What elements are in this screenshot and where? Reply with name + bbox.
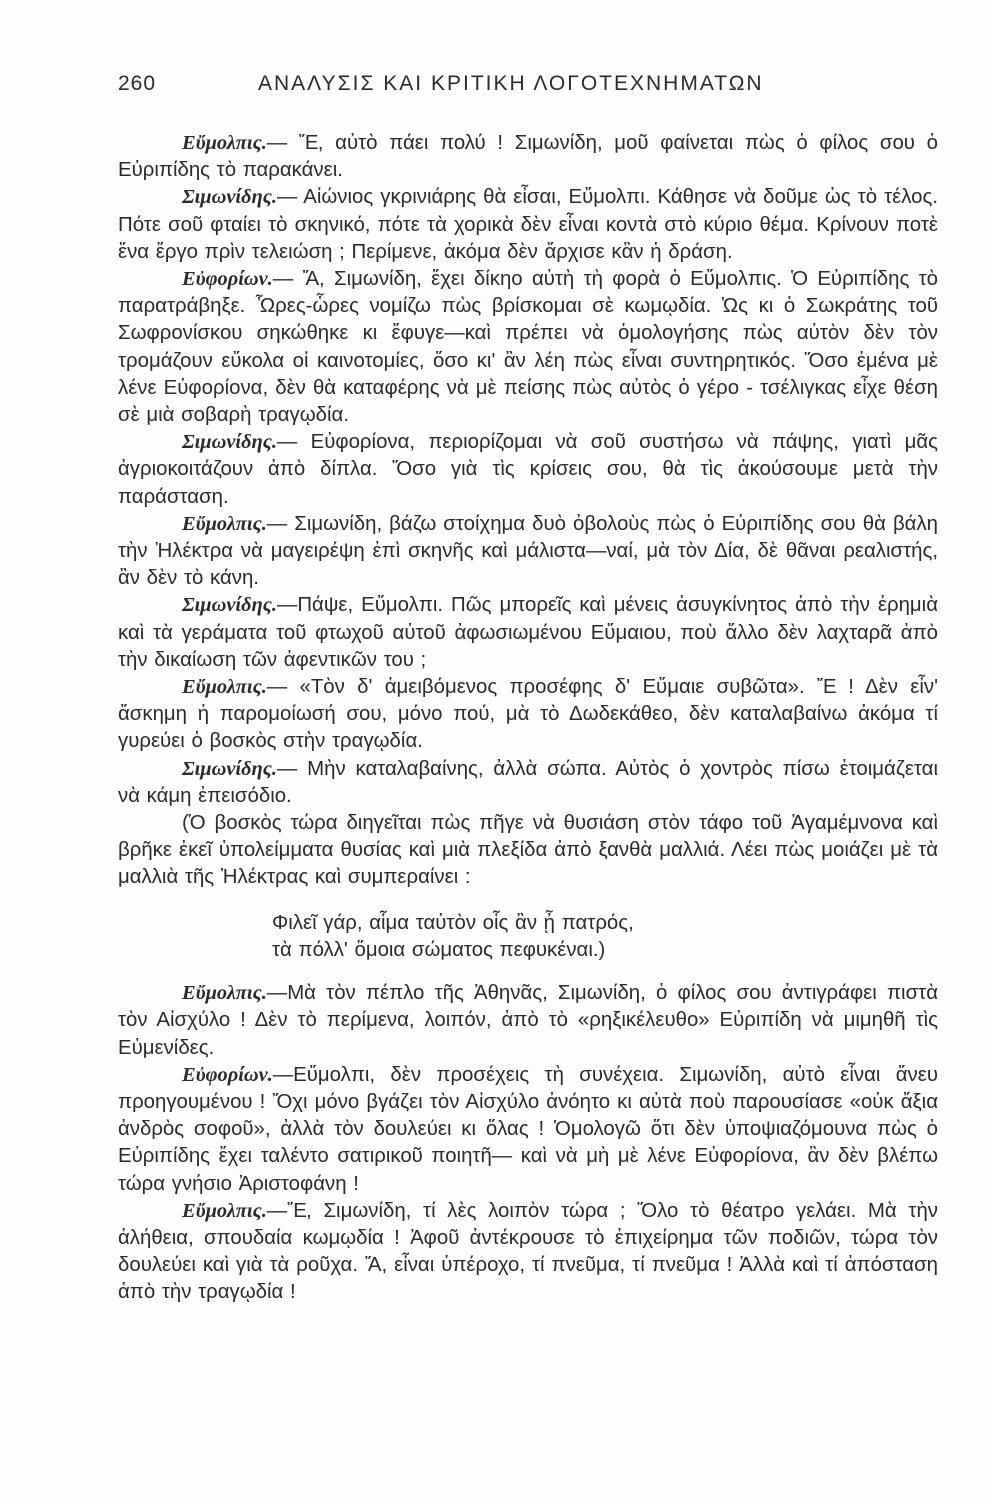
dialogue-paragraph	[118, 511, 938, 593]
speaker-name: Εὐφορίων.	[182, 268, 273, 291]
page-header	[118, 72, 938, 102]
dialogue-text: — «Τὸν δ' ἀμειβόμενος προσέφης δ' Εὔμαιε συβῶτα». Ἔ ! Δὲν εἶν' ἄσκημη ἡ παρομοίωσή σου, μόνο πού, μὰ τὸ Δωδεκάθεο, δὲν καταλαβαίνω ἀκόμα τί γυρεύει ὁ βοσκὸς στὴν τραγῳδία.	[118, 676, 938, 753]
speaker-name: Εὐφορίων.	[182, 1063, 273, 1086]
speaker-name: Εὔμολπις.	[182, 512, 267, 535]
verse-line: Φιλεῖ γάρ, αἷμα ταὐτὸν οἷς ἂν ᾖ πατρός,	[272, 911, 634, 934]
speaker-name: Εὔμολπις.	[182, 676, 267, 699]
running-title: ΑΝΑΛΥΣΙΣ ΚΑΙ ΚΡΙΤΙΚΗ ΛΟΓΟΤΕΧΝΗΜΑΤΩΝ	[258, 72, 764, 95]
dialogue-paragraph	[118, 674, 938, 756]
dialogue-text: —Ἔ, Σιμωνίδη, τί λὲς λοιπὸν τώρα ; Ὅλο τὸ θέατρο γελάει. Μὰ τὴν ἀλήθεια, σπουδαία κωμῳδία ! Ἀφοῦ ἀντέκρουσε τὸ ἐπιχείρημα τῶν ποδιῶν, τώρα τὸν δουλεύει καὶ γιὰ τὰ ροῦχα. Ἄ, εἶναι ὑπέροχο, τί πνεῦμα, τί πνεῦμα ! Ἀλλὰ καὶ τί ἀπόσταση ἀπὸ τὴν τραγῳδία !	[118, 1199, 938, 1304]
dialogue-paragraph	[118, 592, 938, 674]
body-text	[118, 130, 938, 1307]
dialogue-paragraph	[118, 1198, 938, 1307]
dialogue-text: — Ἄ, Σιμωνίδη, ἔχει δίκηο αὐτὴ τὴ φορὰ ὁ Εὔμολπις. Ὁ Εὐριπίδης τὸ παρατράβηξε. Ὧρες-ὧρες νομίζω πὼς βρίσκομαι σὲ κωμῳδία. Ὡς κι ὁ Σωκράτης τοῦ Σωφρονίσκου σηκώθηκε κι ἔφυγε—καὶ πρέπει νὰ ὁμολογήσης πὼς αὐτὸν δὲν τὸν τρομάζουν εὔκολα οἱ καινοτομίες, ὅσο κι' ἂν λέη πὼς εἶναι συντηρητικός. Ὅσο ἐμένα μὲ λένε Εὐφορίονα, δὲν θὰ καταφέρης νὰ μὲ πείσης πὼς αὐτὸς ὁ γέρο - τσέλιγκας εἶχε θέση σὲ μιὰ σοβαρὴ τραγῳδία.	[118, 268, 938, 427]
speaker-name: Εὔμολπις.	[182, 1199, 267, 1222]
dialogue-text: —Μὰ τὸν πέπλο τῆς Ἀθηνᾶς, Σιμωνίδη, ὁ φίλος σου ἀντιγράφει πιστὰ τὸν Αἰσχύλο ! Δὲν τὸ περίμενα, λοιπόν, ἀπὸ τὸ «ρηξικέλευθο» Εὐριπίδη νὰ μιμηθῆ τὶς Εὐμενίδες.	[118, 982, 938, 1059]
verse-line: τὰ πόλλ' ὅμοια σώματος πεφυκέναι.)	[272, 938, 606, 961]
dialogue-text: — Ἔ, αὐτὸ πάει πολύ ! Σιμωνίδη, μοῦ φαίνεται πὼς ὁ φίλος σου ὁ Εὐριπίδης τὸ παρακάνει.	[118, 132, 938, 182]
page-number: 260	[118, 72, 157, 95]
dialogue-paragraph	[118, 130, 938, 184]
dialogue-text: —Εὔμολπι, δὲν προσέχεις τὴ συνέχεια. Σιμωνίδη, αὐτὸ εἶναι ἄνευ προηγουμένου ! Ὄχι μόνο βγάζει τὸν Αἰσχύλο ἀνόητο κι αὐτὰ ποὺ παρουσίασε «οὐκ ἄξια ἀνδρὸς σοφοῦ», ἀλλὰ τὸν δουλεύει κι ὅλας ! Ὁμολογῶ ὅτι δὲν ὑποψιαζόμουνα πὼς ὁ Εὐριπίδης ἔχει ταλέντο σατιρικοῦ ποιητῆ— καὶ νὰ μὴ μὲ λένε Εὐφορίονα, ἂν δὲν βλέπω τώρα γνήσιο Ἀριστοφάνη !	[118, 1063, 938, 1195]
dialogue-text: — Μὴν καταλαβαίνης, ἀλλὰ σώπα. Αὐτὸς ὁ χοντρὸς πίσω ἑτοιμάζεται νὰ κάμη ἐπεισόδιο.	[118, 757, 938, 807]
verse-quote	[272, 910, 938, 964]
dialogue-text: — Εὐφορίονα, περιορίζομαι νὰ σοῦ συστήσω νὰ πάψης, γιατὶ μᾶς ἀγριοκοιτάζουν ἀπὸ δίπλα. Ὅσο γιὰ τὶς κρίσεις σου, θὰ τὶς ἀκούσουμε μετὰ τὴν παράσταση.	[118, 431, 938, 508]
dialogue-paragraph	[118, 266, 938, 429]
dialogue-paragraph	[118, 756, 938, 810]
speaker-name: Σιμωνίδης.	[182, 186, 277, 209]
speaker-name: Σιμωνίδης.	[182, 757, 277, 780]
dialogue-text: — Σιμωνίδη, βάζω στοίχημα δυὸ ὀβολοὺς πὼς ὁ Εὐριπίδης σου θὰ βάλη τὴν Ἠλέκτρα νὰ μαγειρέψη ἐπὶ σκηνῆς καὶ μάλιστα—ναί, μὰ τὸν Δία, δὲ θᾶναι ρεαλιστής, ἂν δὲν τὸ κάνη.	[118, 512, 938, 590]
dialogue-text: — Αἰώνιος γκρινιάρης θὰ εἶσαι, Εὔμολπι. Κάθησε νὰ δοῦμε ὡς τὸ τέλος. Πότε σοῦ φταίει τὸ σκηνικό, πότε τὰ χορικὰ δὲν εἶναι κοντὰ στὸ κύριο θέμα. Κρίνουν ποτὲ ἕνα ἔργο πρὶν τελειώση ; Περίμενε, ἀκόμα δὲν ἄρχισε κἂν ἡ δράση.	[118, 186, 938, 263]
dialogue-text: —Πάψε, Εὔμολπι. Πῶς μπορεῖς καὶ μένεις ἀσυγκίνητος ἀπὸ τὴν ἐρημιὰ καὶ τὰ γεράματα τοῦ φτωχοῦ αὐτοῦ ἀφωσιωμένου Εὔμαιου, ποὺ ἄλλο δὲν λαχταρᾶ ἀπὸ τὴν δικαίωση τῶν ἀφεντικῶν του ;	[118, 594, 938, 671]
dialogue-paragraph	[118, 1062, 938, 1198]
speaker-name: Σιμωνίδης.	[182, 431, 277, 454]
speaker-name: Σιμωνίδης.	[182, 594, 277, 617]
dialogue-paragraph	[118, 184, 938, 266]
stage-direction-text: (Ὁ βοσκὸς τώρα διηγεῖται πὼς πῆγε νὰ θυσιάση στὸν τάφο τοῦ Ἀγαμέμνονα καὶ βρῆκε ἐκεῖ ὑπολείμματα θυσίας καὶ μιὰ πλεξίδα ἀπὸ ξανθὰ μαλλιά. Λέει πὼς μοιάζει μὲ τὰ μαλλιὰ τῆς Ἠλέκτρας καὶ συμπεραίνει :	[118, 812, 938, 889]
speaker-name: Εὔμολπις.	[182, 982, 267, 1005]
speaker-name: Εὔμολπις.	[182, 132, 267, 154]
dialogue-paragraph	[118, 429, 938, 511]
dialogue-paragraph	[118, 980, 938, 1062]
stage-direction	[118, 810, 938, 892]
